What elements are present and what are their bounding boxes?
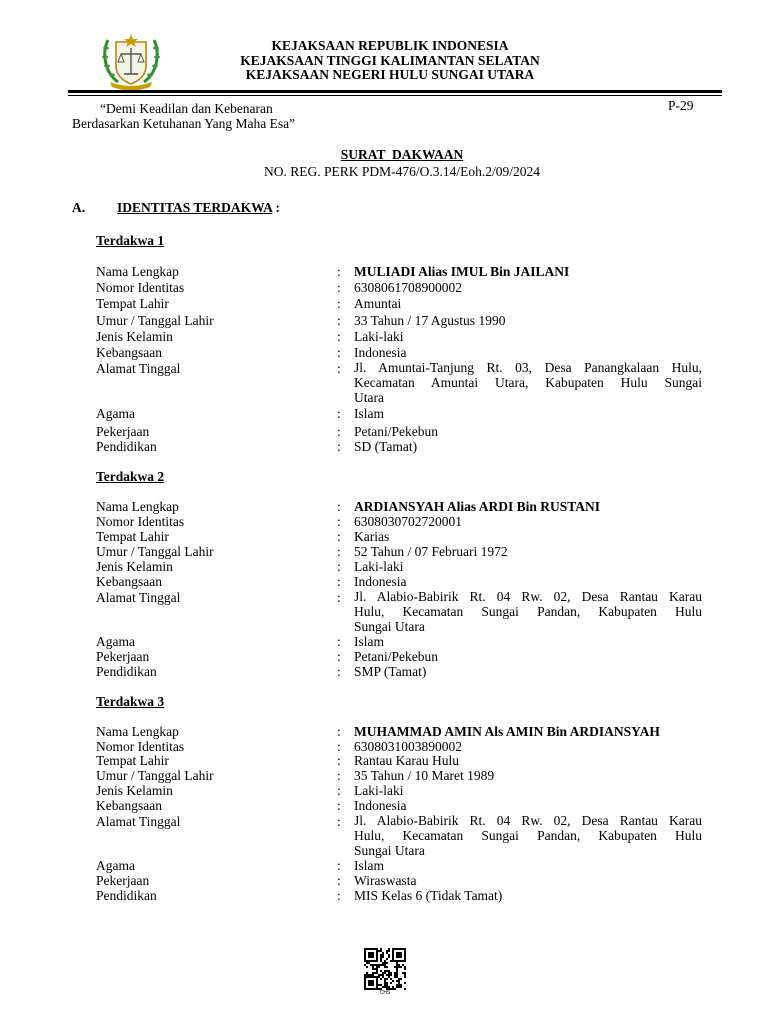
label-address: Alamat Tinggal [96,361,181,376]
header-line-3: KEJAKSAAN NEGERI HULU SUNGAI UTARA [245,67,535,82]
defendant-1-religion: Islam [354,406,384,421]
label-sex: Jenis Kelamin [96,783,173,798]
field-colon: : [337,753,341,768]
label-education: Pendidikan [96,439,157,454]
field-colon: : [337,439,341,454]
field-colon: : [337,406,341,421]
header-rule-thick [68,90,722,93]
defendant-3-religion: Islam [354,858,384,873]
defendant-3-age: 35 Tahun / 10 Maret 1989 [354,768,495,783]
field-colon: : [337,783,341,798]
address-line: Hulu, Kecamatan Sungai Pandan, Kabupaten Hulu [354,603,702,619]
label-birthplace: Tempat Lahir [96,296,169,311]
defendant-1-heading: Terdakwa 1 [96,233,165,248]
field-colon: : [337,858,341,873]
kejaksaan-emblem-logo [100,30,162,90]
label-age: Umur / Tanggal Lahir [96,768,214,783]
defendant-3-heading: Terdakwa 3 [96,694,165,709]
defendant-1-nationality: Indonesia [354,345,407,360]
defendant-2-name: ARDIANSYAH Alias ARDI Bin RUSTANI [354,499,601,514]
field-colon: : [337,514,341,529]
address-line: Utara [354,389,384,405]
field-colon: : [337,739,341,754]
section-title-suffix: : [272,200,281,215]
defendant-2-education: SMP (Tamat) [354,664,427,679]
label-religion: Agama [96,406,135,421]
label-nationality: Kebangsaan [96,574,162,589]
label-sex: Jenis Kelamin [96,559,173,574]
address-line: Jl. Alabio-Babirik Rt. 04 Rw. 02, Desa Rantau Karau [354,813,702,828]
field-colon: : [337,280,341,295]
field-colon: : [337,264,341,279]
defendant-2-address [354,590,702,634]
field-colon: : [337,814,341,829]
defendant-1-education: SD (Tamat) [354,439,418,454]
field-colon: : [337,798,341,813]
field-colon: : [337,529,341,544]
header-line-1: KEJAKSAAN REPUBLIK INDONESIA [271,38,509,53]
label-address: Alamat Tinggal [96,590,181,605]
label-age: Umur / Tanggal Lahir [96,544,214,559]
defendant-1-address [354,361,702,405]
qr-code-image [362,948,408,990]
document-title: SURAT DAKWAAN [340,147,464,162]
address-line: Hulu, Kecamatan Sungai Pandan, Kabupaten Hulu [354,827,702,843]
defendant-2-id: 6308030702720001 [354,514,462,529]
label-id: Nomor Identitas [96,739,185,754]
label-name: Nama Lengkap [96,499,179,514]
field-colon: : [337,424,341,439]
defendant-2-nationality: Indonesia [354,574,407,589]
field-colon: : [337,296,341,311]
motto-line-2: Berdasarkan Ketuhanan Yang Maha Esa” [72,116,296,131]
field-colon: : [337,499,341,514]
defendant-2-occupation: Petani/Pekebun [354,649,438,664]
field-colon: : [337,873,341,888]
defendant-1-age: 33 Tahun / 17 Agustus 1990 [354,313,506,328]
label-id: Nomor Identitas [96,280,185,295]
defendant-3-name: MUHAMMAD AMIN Als AMIN Bin ARDIANSYAH [354,724,660,739]
label-birthplace: Tempat Lahir [96,753,169,768]
address-line: Sungai Utara [354,618,425,634]
section-title: IDENTITAS TERDAKWA [117,200,273,215]
label-birthplace: Tempat Lahir [96,529,169,544]
qr-caption: CHS [379,990,391,996]
defendant-1-id: 6308061708900002 [354,280,462,295]
defendant-3-address [354,814,702,858]
field-colon: : [337,361,341,376]
address-line: Sungai Utara [354,842,425,858]
field-colon: : [337,724,341,739]
defendant-3-occupation: Wiraswasta [354,873,417,888]
field-colon: : [337,345,341,360]
address-line: Kecamatan Amuntai Utara, Kabupaten Hulu Sungai [354,374,702,390]
label-occupation: Pekerjaan [96,424,150,439]
field-colon: : [337,888,341,903]
defendant-1-birthplace: Amuntai [354,296,402,311]
label-education: Pendidikan [96,664,157,679]
defendant-2-heading: Terdakwa 2 [96,469,165,484]
label-occupation: Pekerjaan [96,649,150,664]
address-line: Jl. Alabio-Babirik Rt. 04 Rw. 02, Desa Rantau Karau [354,589,702,604]
defendant-3-birthplace: Rantau Karau Hulu [354,753,459,768]
label-sex: Jenis Kelamin [96,329,173,344]
defendant-2-birthplace: Karias [354,529,390,544]
header-line-2: KEJAKSAAN TINGGI KALIMANTAN SELATAN [240,53,540,68]
field-colon: : [337,559,341,574]
field-colon: : [337,768,341,783]
label-id: Nomor Identitas [96,514,185,529]
motto-line-1: “Demi Keadilan dan Kebenaran [100,101,273,116]
form-code: P-29 [668,98,694,113]
defendant-2-age: 52 Tahun / 07 Februari 1972 [354,544,508,559]
address-line: Jl. Amuntai-Tanjung Rt. 03, Desa Panangkalaan Hulu, [354,360,702,375]
defendant-1-occupation: Petani/Pekebun [354,424,438,439]
field-colon: : [337,313,341,328]
field-colon: : [337,544,341,559]
field-colon: : [337,649,341,664]
label-occupation: Pekerjaan [96,873,150,888]
label-name: Nama Lengkap [96,724,179,739]
defendant-3-education: MIS Kelas 6 (Tidak Tamat) [354,888,503,903]
label-name: Nama Lengkap [96,264,179,279]
defendant-1-name: MULIADI Alias IMUL Bin JAILANI [354,264,570,279]
defendant-2-religion: Islam [354,634,384,649]
label-religion: Agama [96,634,135,649]
header-rule-thin [68,95,722,96]
label-religion: Agama [96,858,135,873]
field-colon: : [337,574,341,589]
defendant-3-sex: Laki-laki [354,783,404,798]
defendant-3-nationality: Indonesia [354,798,407,813]
section-letter: A. [72,200,86,215]
defendant-1-sex: Laki-laki [354,329,404,344]
field-colon: : [337,329,341,344]
field-colon: : [337,634,341,649]
defendant-2-sex: Laki-laki [354,559,404,574]
label-age: Umur / Tanggal Lahir [96,313,214,328]
field-colon: : [337,664,341,679]
label-nationality: Kebangsaan [96,798,162,813]
registration-number: NO. REG. PERK PDM-476/O.3.14/Eoh.2/09/2024 [263,164,540,179]
field-colon: : [337,590,341,605]
label-address: Alamat Tinggal [96,814,181,829]
label-education: Pendidikan [96,888,157,903]
label-nationality: Kebangsaan [96,345,162,360]
section-heading [117,200,280,216]
defendant-3-id: 6308031003890002 [354,739,462,754]
